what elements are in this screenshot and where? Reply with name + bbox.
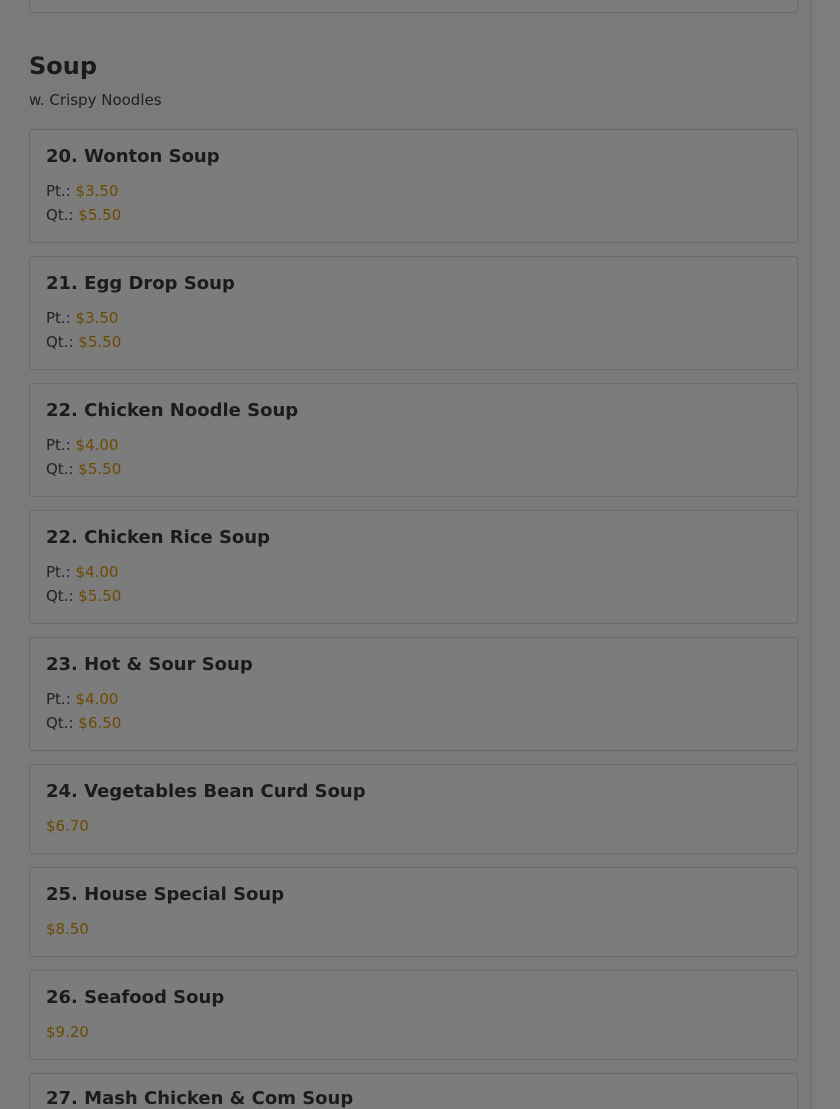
price-line <box>46 714 121 732</box>
price-line <box>46 309 118 327</box>
menu-item-name: 24. Vegetables Bean Curd Soup <box>46 781 366 802</box>
price-value: $9.20 <box>46 1023 89 1041</box>
price-line <box>46 1023 89 1041</box>
price-value: $5.50 <box>78 206 122 224</box>
price-line <box>46 563 118 581</box>
price-value: $4.00 <box>75 436 119 454</box>
price-value: $3.50 <box>75 309 119 327</box>
menu-item-name: 26. Seafood Soup <box>46 987 225 1008</box>
menu-item-card[interactable] <box>29 637 798 751</box>
price-value: $4.00 <box>75 563 119 581</box>
menu-item-card[interactable] <box>29 256 798 370</box>
price-size-label: Pt.: <box>46 690 71 708</box>
price-value: $3.50 <box>75 182 119 200</box>
price-size-label: Pt.: <box>46 309 71 327</box>
menu-item-name: 27. Mash Chicken & Com Soup <box>46 1088 354 1109</box>
price-line <box>46 587 121 605</box>
menu-item-card[interactable] <box>29 764 798 854</box>
price-size-label: Qt.: <box>46 714 74 732</box>
price-line <box>46 920 89 938</box>
price-size-label: Qt.: <box>46 333 74 351</box>
menu-item-card[interactable] <box>29 867 798 957</box>
price-value: $4.00 <box>75 690 119 708</box>
menu-item-name: 22. Chicken Noodle Soup <box>46 400 299 421</box>
price-line <box>46 206 121 224</box>
price-size-label: Pt.: <box>46 182 71 200</box>
price-value: $6.50 <box>78 714 122 732</box>
price-line <box>46 690 118 708</box>
price-size-label: Qt.: <box>46 460 74 478</box>
price-value: $5.50 <box>78 587 122 605</box>
menu-item-card[interactable] <box>29 383 798 497</box>
menu-item-card[interactable] <box>29 970 798 1060</box>
price-line <box>46 436 118 454</box>
menu-item-name: 23. Hot & Sour Soup <box>46 654 253 675</box>
menu-item-card[interactable] <box>29 129 798 243</box>
price-line <box>46 333 121 351</box>
menu-item-card[interactable] <box>29 510 798 624</box>
price-value: $6.70 <box>46 817 89 835</box>
section-title: Soup <box>29 52 98 80</box>
menu-item-card[interactable] <box>29 1073 798 1109</box>
price-value: $8.50 <box>46 920 89 938</box>
price-line <box>46 182 118 200</box>
price-size-label: Qt.: <box>46 587 74 605</box>
menu-item-name: 22. Chicken Rice Soup <box>46 527 270 548</box>
price-value: $5.50 <box>78 333 122 351</box>
menu-item-name: 25. House Special Soup <box>46 884 285 905</box>
price-size-label: Pt.: <box>46 563 71 581</box>
section-subtitle: w. Crispy Noodles <box>29 91 162 109</box>
side-panel-edge <box>812 0 840 1109</box>
price-size-label: Qt.: <box>46 206 74 224</box>
menu-item-name: 21. Egg Drop Soup <box>46 273 235 294</box>
price-line <box>46 460 121 478</box>
price-size-label: Pt.: <box>46 436 71 454</box>
previous-menu-item-card[interactable] <box>29 0 798 13</box>
price-value: $5.50 <box>78 460 122 478</box>
menu-item-name: 20. Wonton Soup <box>46 146 220 167</box>
price-line <box>46 817 89 835</box>
